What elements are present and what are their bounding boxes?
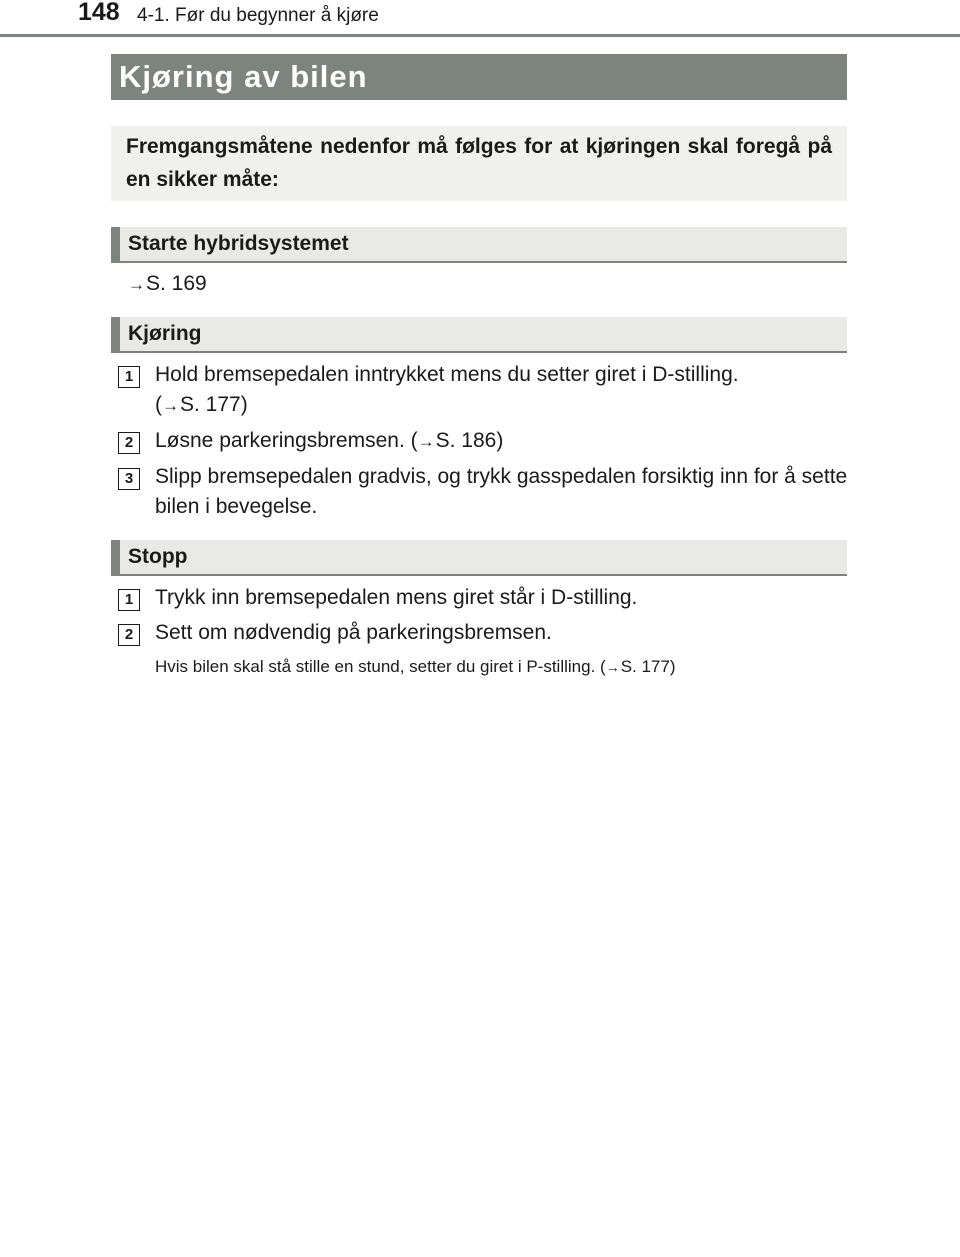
step-number: 2: [118, 624, 140, 646]
intro-box: [111, 126, 847, 201]
section-heading-label: Starte hybridsystemet: [128, 232, 349, 255]
section-heading-stop: [111, 540, 847, 576]
running-head: 4-1. Før du begynner å kjøre: [137, 5, 379, 26]
page-reference: S. 177: [620, 657, 670, 676]
page-number: 148: [78, 0, 120, 26]
page-reference: S. 186: [435, 429, 497, 452]
step-number: 1: [118, 589, 140, 611]
header-rule: [0, 34, 960, 37]
section-heading-label: Stopp: [128, 545, 188, 568]
step-number: 1: [118, 366, 140, 388]
step-text: Sett om nødvendig på parkeringsbremsen.: [155, 621, 552, 644]
arrow-icon: →: [417, 432, 435, 451]
step-number: 3: [118, 468, 140, 490]
step-text: Hold bremsepedalen inntrykket mens du setter giret i D-stilling. (→S. 177): [155, 363, 739, 416]
step-text: Løsne parkeringsbremsen. (→S. 186): [155, 429, 504, 452]
section-heading-start: [111, 227, 847, 263]
title-bar: [111, 54, 847, 100]
step-text: Trykk inn bremsepedalen mens giret står i D-stilling.: [155, 586, 638, 609]
arrow-icon: →: [605, 659, 620, 675]
arrow-icon: →: [128, 275, 145, 294]
page-reference: S. 169: [146, 272, 207, 295]
section-heading-label: Kjøring: [128, 322, 202, 345]
arrow-icon: →: [162, 396, 179, 415]
intro-text: Fremgangsmåtene nedenfor må følges for at kjøringen skal foregå på en sikker måte:: [126, 135, 832, 191]
page-title: Kjøring av bilen: [119, 59, 368, 94]
note-text: Hvis bilen skal stå stille en stund, setter du giret i P-stilling. (→S. 177): [155, 657, 676, 676]
page-reference: S. 177: [180, 393, 241, 416]
step-number: 2: [118, 432, 140, 454]
step-text: Slipp bremsepedalen gradvis, og trykk gasspedalen forsiktig inn for å sette bilen i bevegelse.: [155, 465, 848, 518]
reference-line: [128, 272, 207, 296]
section-heading-driving: [111, 317, 847, 353]
